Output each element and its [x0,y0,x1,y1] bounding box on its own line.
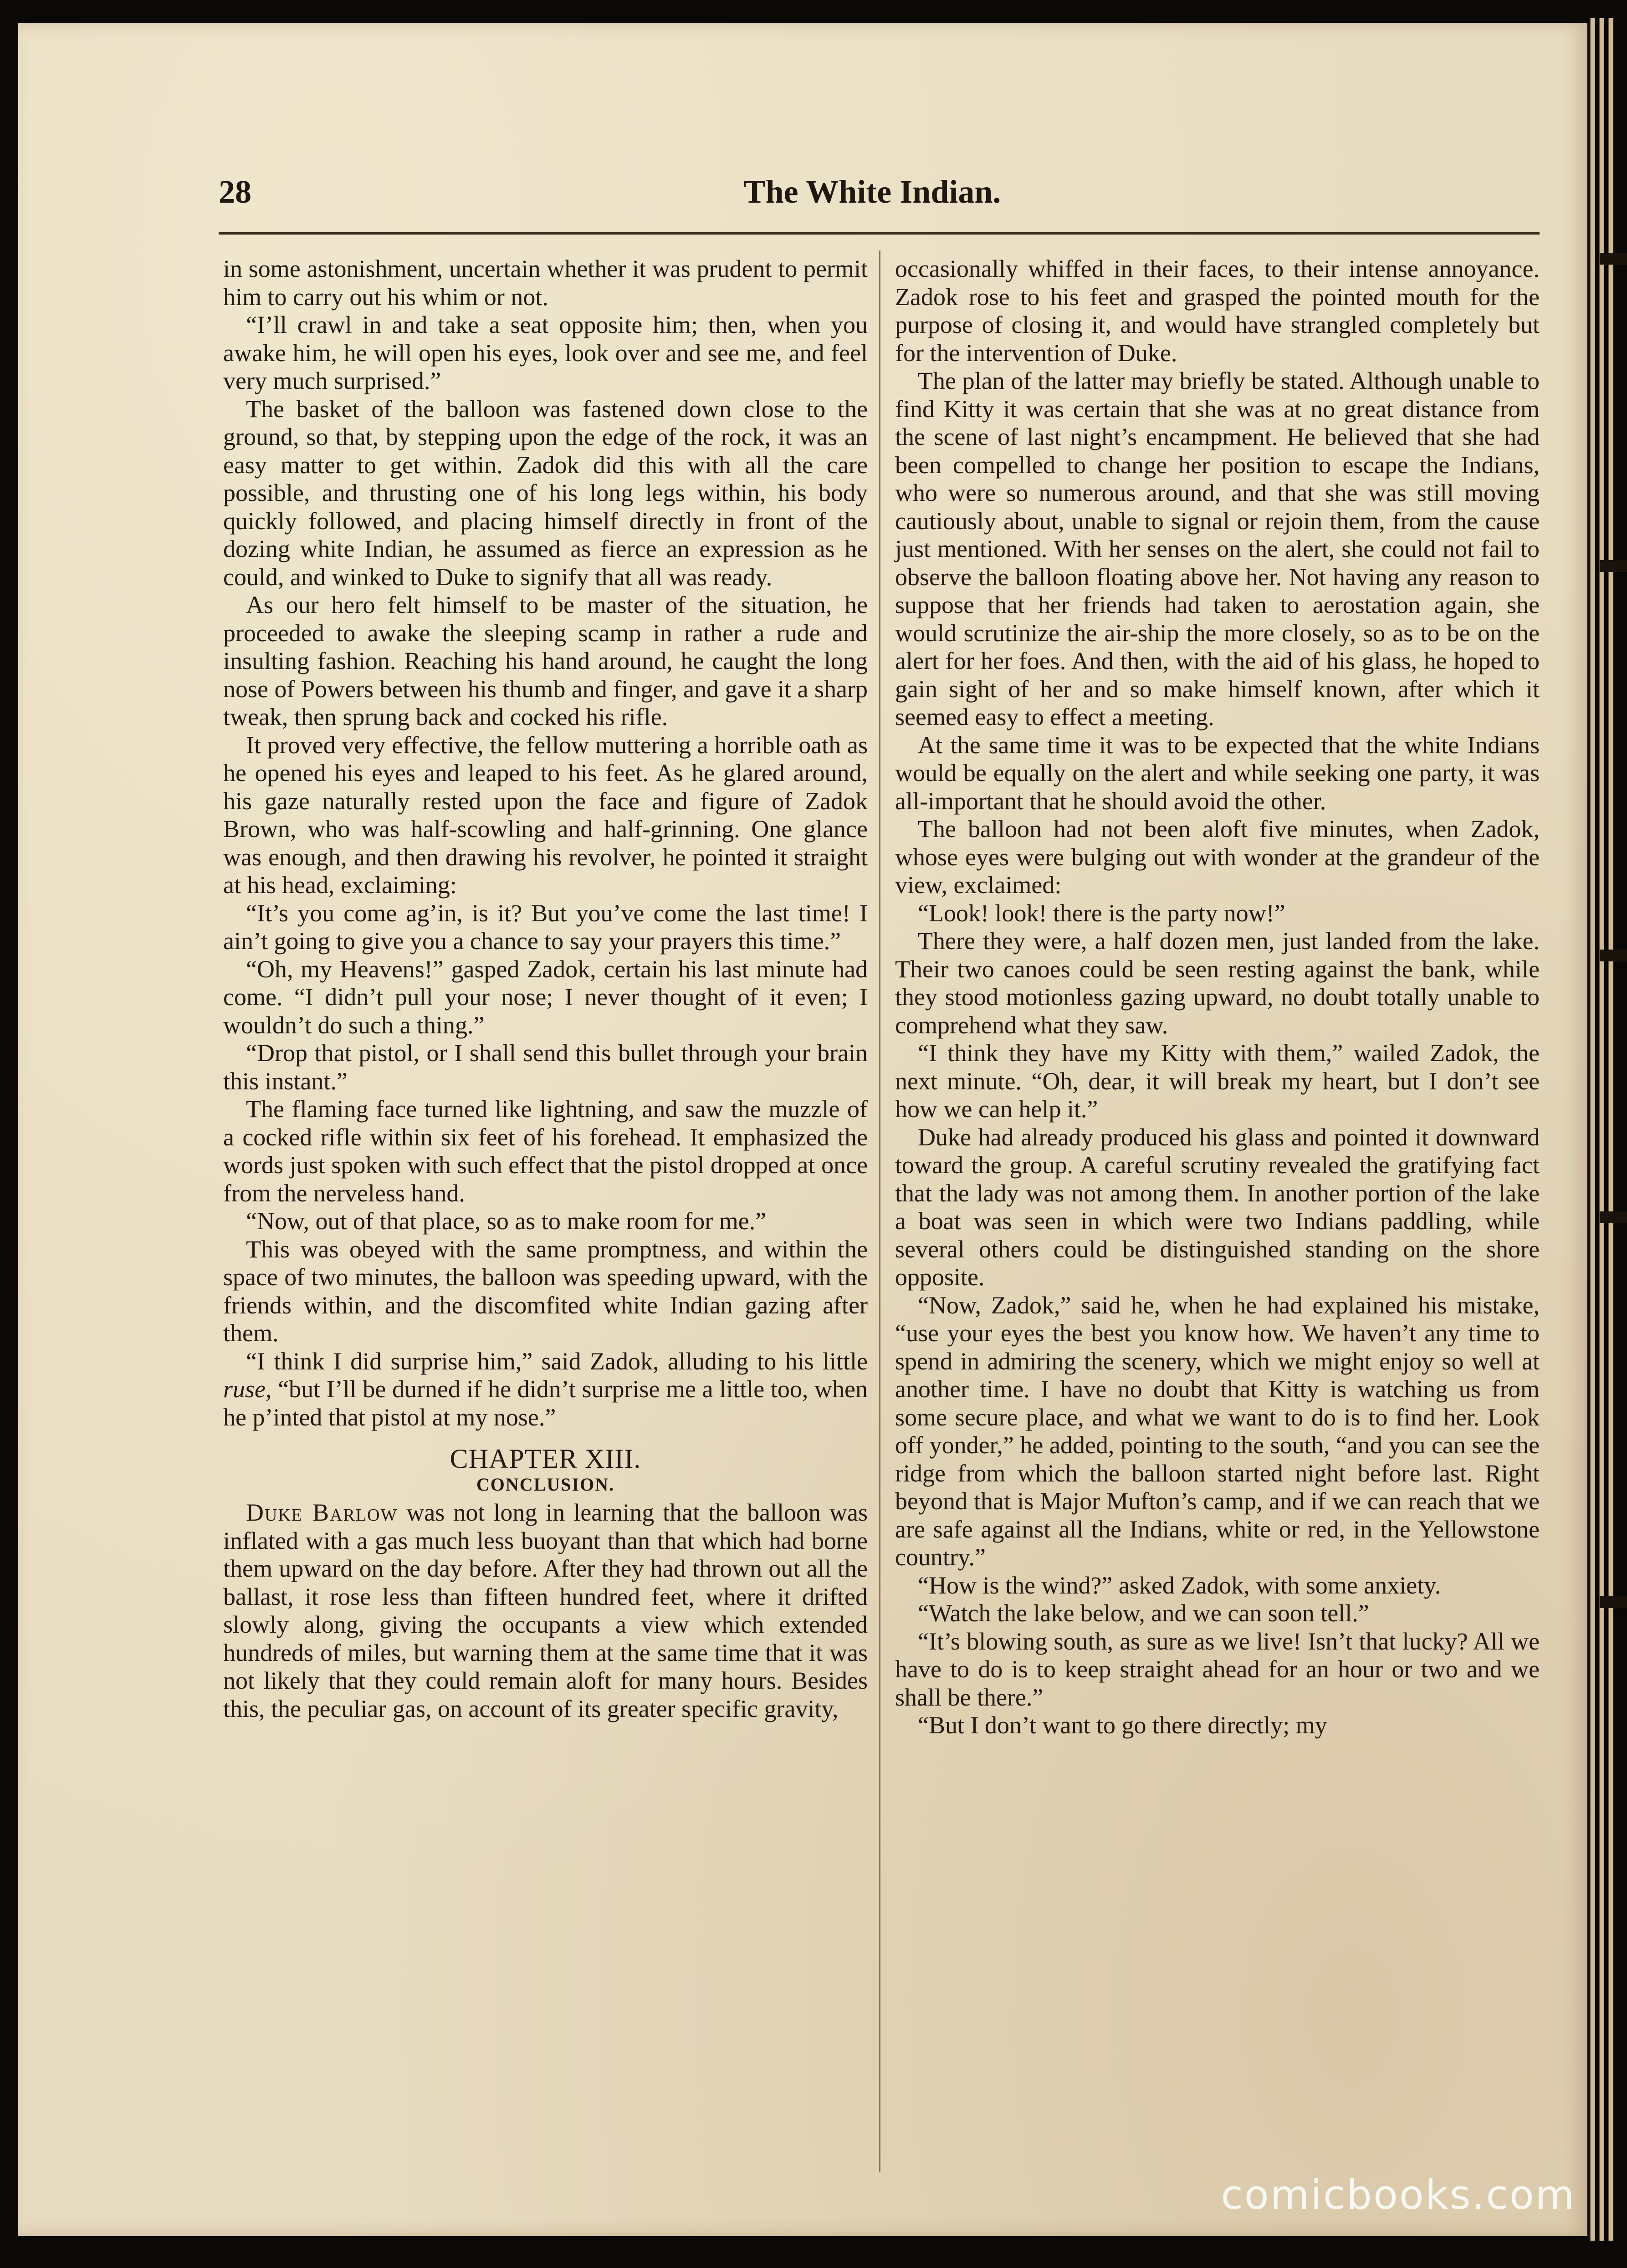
paragraph: “Watch the lake below, and we can soon tell.” [918,1599,1369,1627]
paragraph: The flaming face turned like lightning, and saw the muzzle of a cocked rifle within six feet of his forehead. It emphasized the words just spoken with such effect that the pistol dropped at once from the nerveless hand. [223,1095,868,1207]
paragraph: The basket of the balloon was fastened down close to the ground, so that, by stepping upon the edge of the rock, it was an easy matter to get within. Zadok did this with all the care possible, and thrusting one of his long legs within, his body quickly followed, and placing himself directly in front of the dozing white Indian, he assumed as fierce an expression as he could, and winked to Duke to signify that all was ready. [223,395,868,591]
paragraph: “I’ll crawl in and take a seat opposite him; then, when you awake him, he will open his eyes, look over and see me, and feel very much surprised.” [223,311,868,394]
page-number: 28 [219,174,251,210]
page-edge-mark [1600,253,1627,265]
paragraph: The plan of the latter may briefly be stated. Although unable to find Kitty it was certain that she was at no great distance from the scene of last night’s encampment. He believed that she had been compelled to change her position to escape the Indians, who were so numerous around, and that she was still moving cautiously about, unable to signal or rejoin them, from the cause just mentioned. With her senses on the alert, she could not fail to observe the balloon floating above her. Not having any reason to suppose that her friends had taken to aerostation again, she would scrutinize the air-ship the more closely, so as to be on the alert for her foes. And then, with the aid of his glass, he hoped to gain sight of her and so make himself known, after which it seemed easy to effect a meeting. [895,367,1540,730]
page-edge-mark [1600,1596,1627,1608]
page-edge [1599,18,1604,2241]
paragraph [223,1348,868,1432]
paragraph [223,1499,868,1723]
paragraph: As our hero felt himself to be master of the situation, he proceeded to awake the sleeping scamp in rather a rude and insulting fashion. Reaching his hand around, he caught the long nose of Powers between his thumb and finger, and gave it a sharp tweak, then sprung back and cocked his rifle. [223,591,868,730]
paragraph: “Now, Zadok,” said he, when he had explained his mistake, “use your eyes the best you know how. We haven’t any time to spend in admiring the scenery, which we might enjoy so well at another time. I have no doubt that Kitty is watching us from some secure place, and what we want to do is to find her. Look off yonder,” he added, pointing to the south, “and you can see the ridge from which the balloon started night before last. Right beyond that is Major Mufton’s camp, and if we can reach that we are safe against all the Indians, white or red, in the Yellowstone country.” [895,1291,1540,1571]
paragraph: There they were, a half dozen men, just landed from the lake. Their two canoes could be seen resting against the bank, while they stood motionless gazing upward, no doubt totally unable to comprehend what they saw. [895,927,1540,1039]
text-run: was not long in learning that the balloon was inflated with a gas much less buoyant than that which had borne them upward on the day before. After they had thrown out all the ballast, it rose less than fifteen hundred feet, where it drifted slowly along, giving the occupants a view which extended hundreds of miles, but warning them at the same time that it was not likely that they could remain aloft for many hours. Besides this, the peculiar gas, on account of its greater specific gravity, [223,1499,868,1722]
page-edge [1608,18,1613,2241]
paragraph: It proved very effective, the fellow muttering a horrible oath as he opened his eyes and leaped to his feet. As he glared around, his gaze naturally rested upon the face and figure of Zadok Brown, who was half-scowling and half-grinning. One glance was enough, and then drawing his revolver, he pointed it straight at his head, exclaiming: [223,731,868,899]
paragraph: The balloon had not been aloft five minutes, when Zadok, whose eyes were bulging out with wonder at the grandeur of the view, exclaimed: [895,815,1540,899]
page-edge [1590,18,1595,2241]
paragraph: “It’s blowing south, as sure as we live! Isn’t that lucky? All we have to do is to keep straight ahead for an hour or two and we shall be there.” [895,1627,1540,1711]
header-rule [219,232,1540,235]
paragraph: “Look! look! there is the party now!” [918,899,1285,927]
right-column [895,255,1540,1740]
paragraph: “I think they have my Kitty with them,” wailed Zadok, the next minute. “Oh, dear, it will break my heart, but I don’t see how we can help it.” [895,1039,1540,1123]
text-run: “I think I did surprise him,” said Zadok, alluding to his little [246,1347,868,1375]
paragraph: This was obeyed with the same promptness, and within the space of two minutes, the balloon was speeding upward, with the friends within, and the discomfited white Indian gazing after them. [223,1235,868,1347]
page-header [200,155,1544,223]
column-divider [879,250,880,2172]
paragraph: At the same time it was to be expected that the white Indians would be equally on the alert and while seeking one party, it was all-important that he should avoid the other. [895,731,1540,815]
page-edge-mark [1600,560,1627,572]
paragraph: Duke had already produced his glass and pointed it downward toward the group. A careful scrutiny revealed the gratifying fact that the lady was not among them. In another portion of the lake a boat was seen in which were two Indians paddling, while several others could be distinguished standing on the shore opposite. [895,1123,1540,1291]
chapter-heading: CHAPTER XIII. [450,1444,641,1474]
paragraph: “It’s you come ag’in, is it? But you’ve come the last time! I ain’t going to give you a chance to say your prayers this time.” [223,899,868,955]
paragraph: “But I don’t want to go there directly; my [918,1711,1327,1739]
paragraph: “Oh, my Heavens!” gasped Zadok, certain his last minute had come. “I didn’t pull your nose; I never thought of it even; I wouldn’t do such a thing.” [223,955,868,1039]
running-title: The White Indian. [743,174,1001,210]
paragraph: “Now, out of that place, so as to make room for me.” [246,1207,767,1235]
lead-in-small-caps: Duke Barlow [246,1499,398,1526]
paragraph: “How is the wind?” asked Zadok, with some anxiety. [918,1571,1441,1599]
watermark: comicbooks.com [1221,2171,1576,2218]
paragraph: in some astonishment, uncertain whether it was prudent to permit him to carry out his whim or not. [223,255,868,311]
text-run: , “but I’ll be durned if he didn’t surprise me a little too, when he p’inted that pistol at my nose.” [223,1375,868,1431]
chapter-subtitle: CONCLUSION. [476,1474,615,1495]
paragraph: occasionally whiffed in their faces, to their intense annoyance. Zadok rose to his feet and grasped the pointed mouth for the purpose of closing it, and would have strangled completely but for the intervention of Duke. [895,255,1540,367]
paragraph: “Drop that pistol, or I shall send this bullet through your brain this instant.” [223,1039,868,1095]
italic-word: ruse [223,1375,266,1403]
left-column [223,255,868,1723]
page-edge-mark [1600,1211,1627,1223]
page-edge-mark [1600,950,1627,961]
book-page [18,23,1587,2236]
